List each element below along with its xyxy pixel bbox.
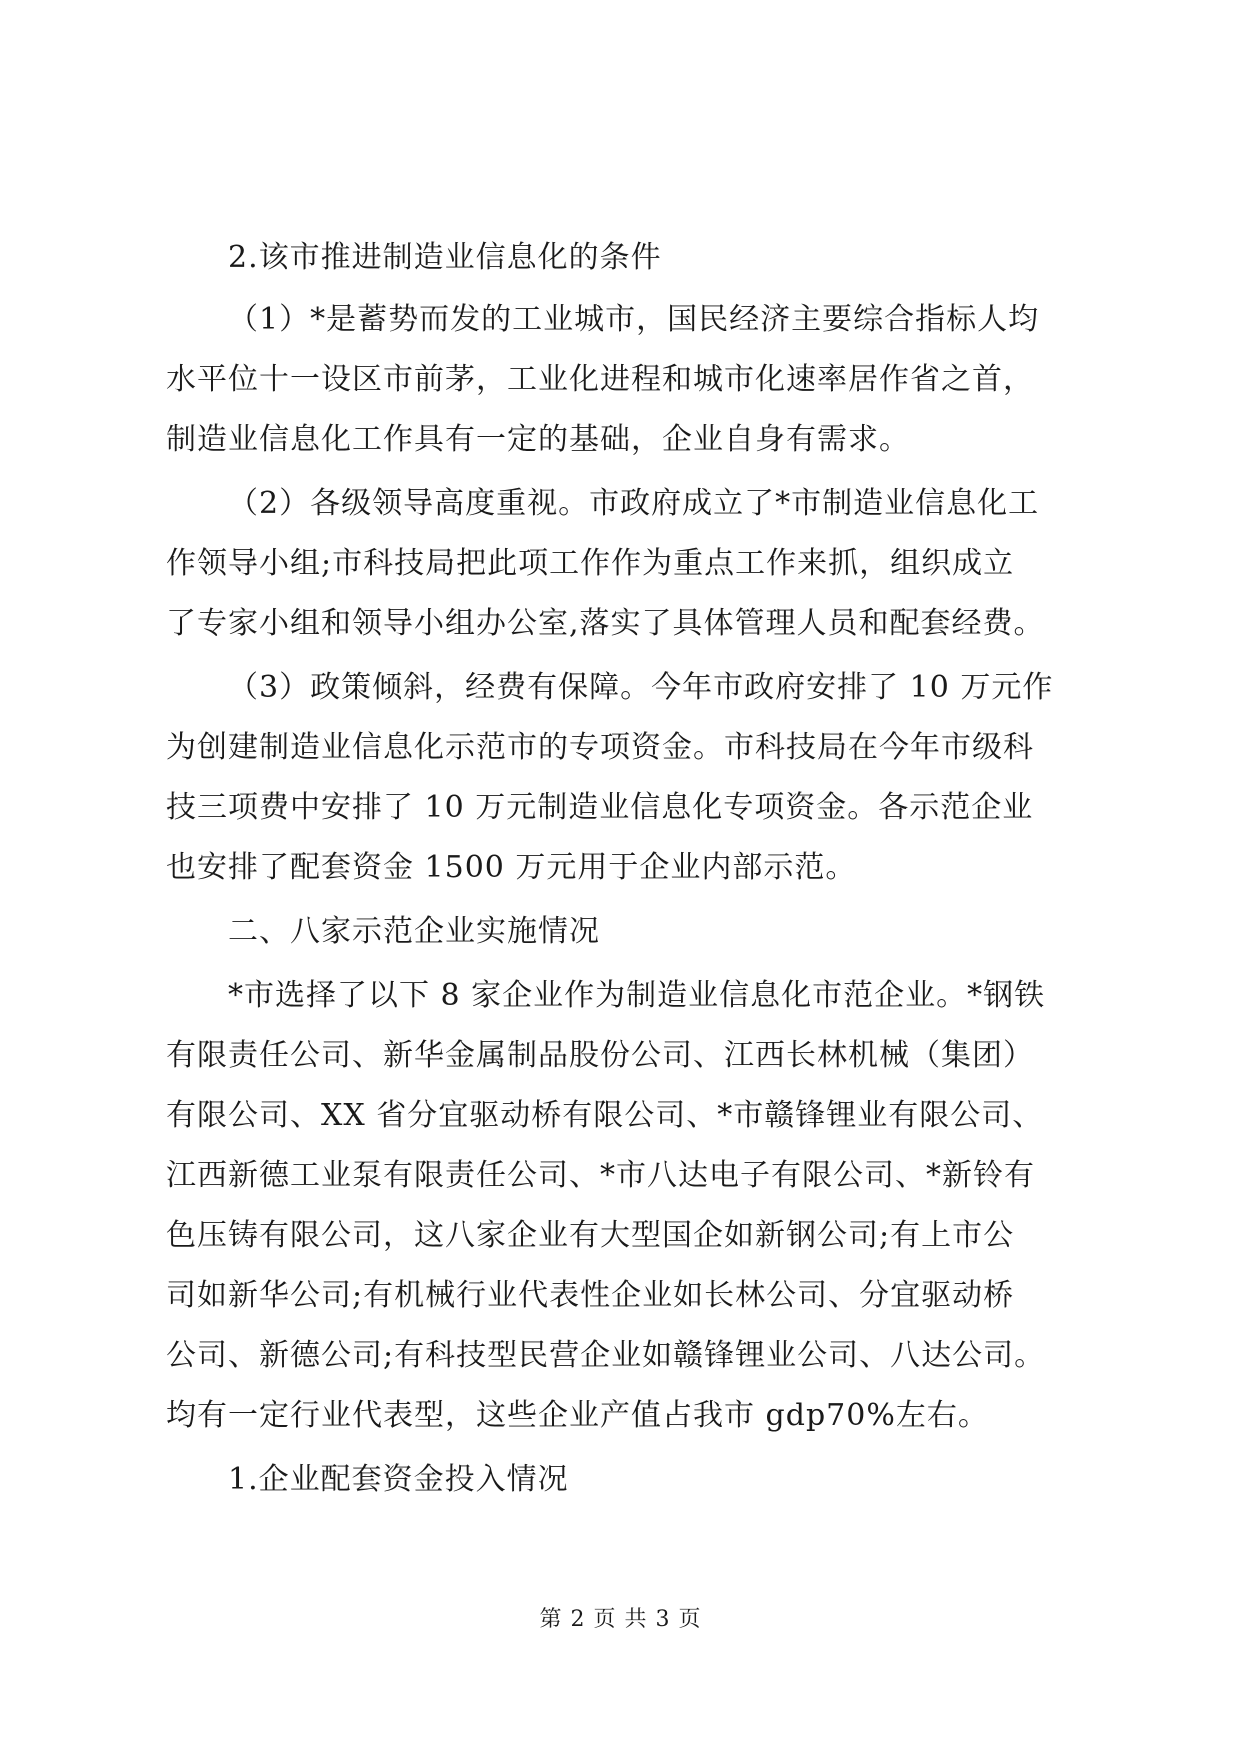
- paragraph-line: 色压铸有限公司，这八家企业有大型国企如新钢公司;有上市公: [166, 1218, 1015, 1253]
- paragraph-line: 作领导小组;市科技局把此项工作作为重点工作来抓，组织成立: [166, 546, 1015, 581]
- paragraph-line: （2）各级领导高度重视。市政府成立了*市制造业信息化工: [228, 486, 1040, 521]
- paragraph-line: 为创建制造业信息化示范市的专项资金。市科技局在今年市级科: [166, 730, 1034, 765]
- section-heading-demo-enterprises: 二、八家示范企业实施情况: [228, 914, 600, 949]
- paragraph-line: 有限公司、XX 省分宜驱动桥有限公司、*市赣锋锂业有限公司、: [166, 1098, 1044, 1133]
- section-heading-conditions: 2.该市推进制造业信息化的条件: [228, 240, 662, 275]
- paragraph-line: 了专家小组和领导小组办公室,落实了具体管理人员和配套经费。: [166, 606, 1045, 641]
- paragraph-line: 公司、新德公司;有科技型民营企业如赣锋锂业公司、八达公司。: [166, 1338, 1046, 1373]
- paragraph-line: 也安排了配套资金 1500 万元用于企业内部示范。: [166, 850, 857, 885]
- paragraph-line: *市选择了以下 8 家企业作为制造业信息化市范企业。*钢铁: [228, 978, 1046, 1013]
- page-footer: 第 2 页 共 3 页: [539, 1607, 702, 1632]
- section-heading-funding: 1.企业配套资金投入情况: [228, 1462, 569, 1497]
- paragraph-line: （1）*是蓄势而发的工业城市，国民经济主要综合指标人均: [228, 302, 1040, 337]
- paragraph-line: 司如新华公司;有机械行业代表性企业如长林公司、分宜驱动桥: [166, 1278, 1015, 1313]
- paragraph-line: （3）政策倾斜，经费有保障。今年市政府安排了 10 万元作: [228, 670, 1054, 705]
- paragraph-line: 江西新德工业泵有限责任公司、*市八达电子有限公司、*新铃有: [166, 1158, 1035, 1193]
- paragraph-line: 有限责任公司、新华金属制品股份公司、江西长林机械（集团）: [166, 1038, 1034, 1073]
- paragraph-line: 技三项费中安排了 10 万元制造业信息化专项资金。各示范企业: [166, 790, 1034, 825]
- paragraph-line: 制造业信息化工作具有一定的基础，企业自身有需求。: [166, 422, 910, 457]
- paragraph-line: 均有一定行业代表型，这些企业产值占我市 gdp70%左右。: [166, 1398, 989, 1433]
- paragraph-line: 水平位十一设区市前茅，工业化进程和城市化速率居作省之首，: [166, 362, 1034, 397]
